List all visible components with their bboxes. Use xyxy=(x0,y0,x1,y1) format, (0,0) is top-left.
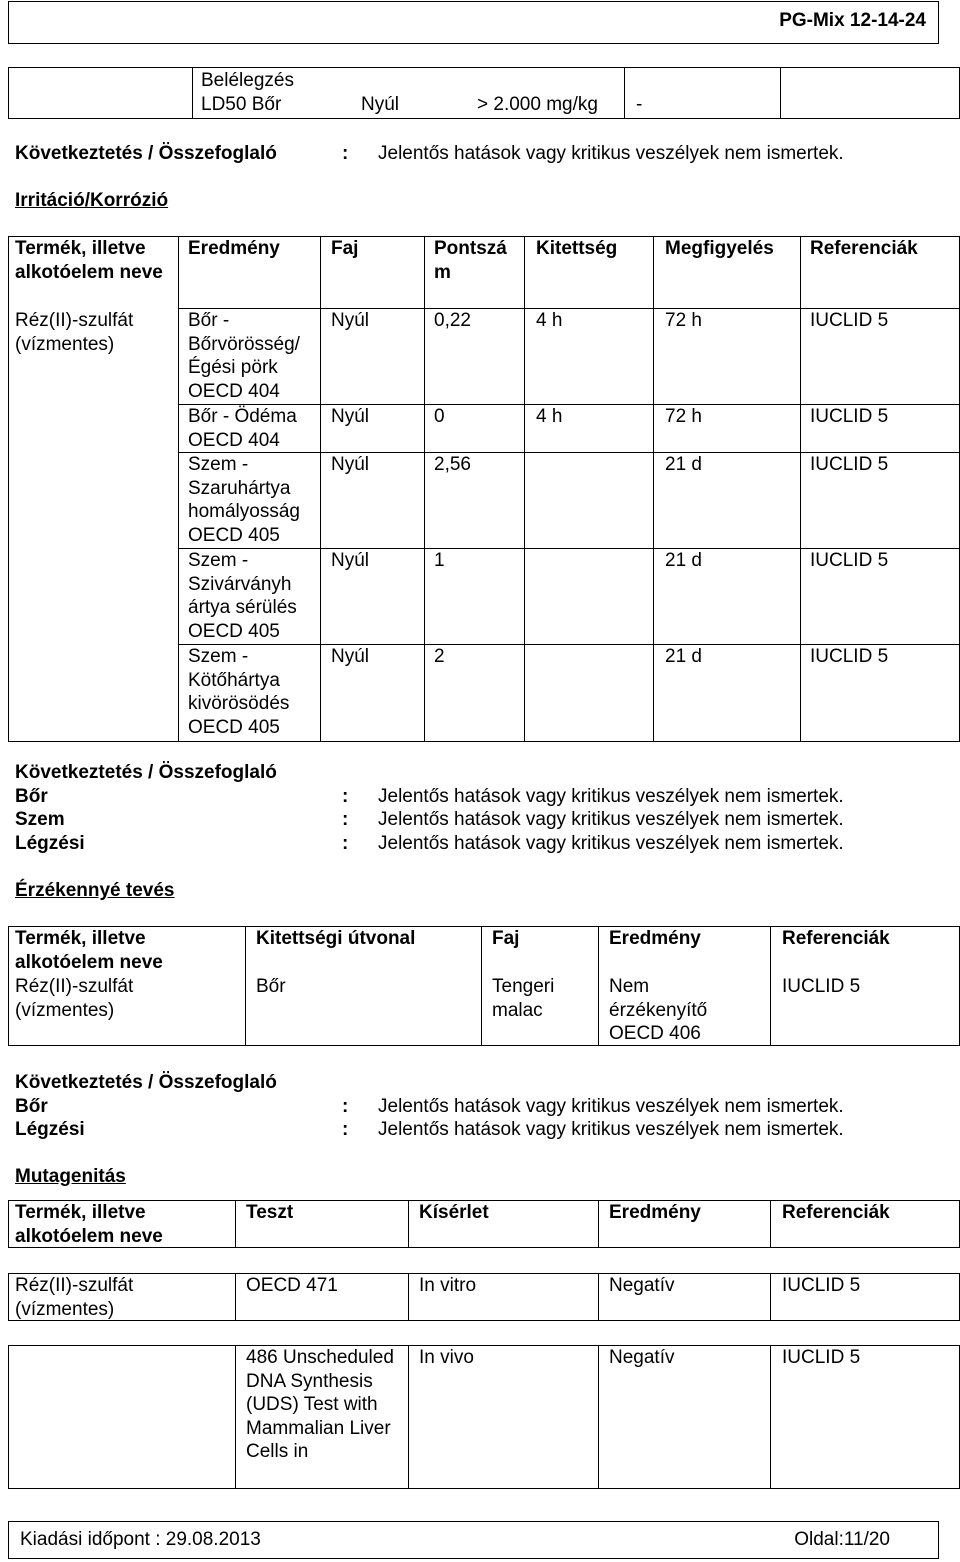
irr-row-species: Nyúl xyxy=(331,454,370,475)
irr-row-score: 0,22 xyxy=(434,310,471,331)
sens-route: Bőr xyxy=(256,976,286,997)
mut-ref: IUCLID 5 xyxy=(782,1347,861,1368)
irr-product-name: Réz(II)-szulfát (vízmentes) xyxy=(15,310,134,355)
mut-ref: IUCLID 5 xyxy=(782,1275,861,1296)
page-number: Oldal:11/20 xyxy=(794,1529,890,1550)
mutagenicity-heading: Mutagenitás xyxy=(15,1166,126,1187)
irr-row-ref: IUCLID 5 xyxy=(810,550,889,571)
conclusion-colon: : xyxy=(342,833,349,854)
sens-species: Tengeri malac xyxy=(492,976,555,1021)
irr-header-observation: Megfigyelés xyxy=(665,238,774,259)
irr-row-result: Szem - Szivárványh ártya sérülés OECD 405 xyxy=(188,550,297,642)
sens-ref: IUCLID 5 xyxy=(782,976,861,997)
mut-product: Réz(II)-szulfát (vízmentes) xyxy=(15,1275,134,1320)
document-code: PG-Mix 12-14-24 xyxy=(779,10,926,31)
issue-date: Kiadási időpont : 29.08.2013 xyxy=(20,1529,261,1550)
sens-result: Nem érzékenyítő OECD 406 xyxy=(609,976,708,1044)
conclusion-item-text: Jelentős hatások vagy kritikus veszélyek nem ismertek. xyxy=(378,1096,844,1117)
conclusion-label: Következtetés / Összefoglaló xyxy=(15,1072,277,1093)
conclusion-item-text: Jelentős hatások vagy kritikus veszélyek nem ismertek. xyxy=(378,1119,844,1140)
irr-row-species: Nyúl xyxy=(331,406,370,427)
sens-header-references: Referenciák xyxy=(782,928,890,949)
sens-header-result: Eredmény xyxy=(609,928,701,949)
mut-header-result: Eredmény xyxy=(609,1202,701,1223)
irr-row-ref: IUCLID 5 xyxy=(810,454,889,475)
irr-header-references: Referenciák xyxy=(810,238,918,259)
irr-header-species: Faj xyxy=(331,238,359,259)
irr-row-exposure: 4 h xyxy=(536,406,563,427)
irr-header-product: Termék, illetve alkotóelem neve xyxy=(15,238,163,283)
conclusion-text: Jelentős hatások vagy kritikus veszélyek nem ismertek. xyxy=(378,143,844,164)
mut-experiment: In vivo xyxy=(419,1347,474,1368)
irr-row-observation: 21 d xyxy=(665,550,702,571)
conclusion-colon: : xyxy=(342,1119,349,1140)
sens-header-species: Faj xyxy=(492,928,520,949)
mut-header-experiment: Kísérlet xyxy=(419,1202,489,1223)
mut-header-test: Teszt xyxy=(246,1202,294,1223)
mut-header-references: Referenciák xyxy=(782,1202,890,1223)
irr-header-result: Eredmény xyxy=(188,238,280,259)
irritation-heading: Irritáció/Korrózió xyxy=(15,190,169,211)
irr-header-score: Pontszá m xyxy=(434,238,507,283)
irr-row-observation: 72 h xyxy=(665,310,702,331)
conclusion-label: Következtetés / Összefoglaló xyxy=(15,762,277,783)
irr-row-observation: 72 h xyxy=(665,406,702,427)
sensitization-heading: Érzékennyé tevés xyxy=(15,880,175,901)
conclusion-colon: : xyxy=(342,809,349,830)
sens-header-route: Kitettségi útvonal xyxy=(256,928,416,949)
top-row-test: LD50 Bőr xyxy=(201,94,282,115)
irr-row-exposure: 4 h xyxy=(536,310,563,331)
mut-experiment: In vitro xyxy=(419,1275,477,1296)
irr-row-observation: 21 d xyxy=(665,646,702,667)
conclusion-item-text: Jelentős hatások vagy kritikus veszélyek nem ismertek. xyxy=(378,809,844,830)
conclusion-colon: : xyxy=(342,1096,349,1117)
mut-test: OECD 471 xyxy=(246,1275,338,1296)
top-row-extra: - xyxy=(636,94,643,115)
top-row-inhalation: Belélegzés xyxy=(201,70,294,91)
conclusion-item-text: Jelentős hatások vagy kritikus veszélyek nem ismertek. xyxy=(378,786,844,807)
irr-row-score: 1 xyxy=(434,550,445,571)
conclusion-item-label: Bőr xyxy=(15,1096,48,1117)
conclusion-item-label: Légzési xyxy=(15,833,85,854)
top-row-species: Nyúl xyxy=(361,94,400,115)
irr-header-exposure: Kitettség xyxy=(536,238,618,259)
irr-row-score: 2,56 xyxy=(434,454,471,475)
irr-row-species: Nyúl xyxy=(331,310,370,331)
conclusion-item-label: Légzési xyxy=(15,1119,85,1140)
irr-row-ref: IUCLID 5 xyxy=(810,310,889,331)
irr-row-observation: 21 d xyxy=(665,454,702,475)
irr-row-species: Nyúl xyxy=(331,550,370,571)
mut-result: Negatív xyxy=(609,1275,675,1296)
conclusion-label: Következtetés / Összefoglaló xyxy=(15,143,277,164)
sens-header-product: Termék, illetve alkotóelem neve xyxy=(15,928,163,973)
irr-row-score: 2 xyxy=(434,646,445,667)
conclusion-colon: : xyxy=(342,143,349,164)
irr-row-score: 0 xyxy=(434,406,445,427)
conclusion-item-label: Szem xyxy=(15,809,65,830)
conclusion-colon: : xyxy=(342,786,349,807)
mut-result: Negatív xyxy=(609,1347,675,1368)
sens-product: Réz(II)-szulfát (vízmentes) xyxy=(15,976,134,1021)
mut-test: 486 Unscheduled DNA Synthesis (UDS) Test with Mammalian Liver Cells in xyxy=(246,1347,394,1462)
irr-row-ref: IUCLID 5 xyxy=(810,406,889,427)
top-row-value: > 2.000 mg/kg xyxy=(477,94,598,115)
conclusion-item-label: Bőr xyxy=(15,786,48,807)
irr-row-result: Szem - Szaruhártya homályosság OECD 405 xyxy=(188,454,300,546)
irr-row-ref: IUCLID 5 xyxy=(810,646,889,667)
mut-header-product: Termék, illetve alkotóelem neve xyxy=(15,1202,163,1247)
irr-row-result: Bőr - Ödéma OECD 404 xyxy=(188,406,297,451)
irr-row-result: Szem - Kötőhártya kivörösödés OECD 405 xyxy=(188,646,290,738)
irr-row-species: Nyúl xyxy=(331,646,370,667)
conclusion-item-text: Jelentős hatások vagy kritikus veszélyek nem ismertek. xyxy=(378,833,844,854)
irr-row-result: Bőr - Bőrvörösség/ Égési pörk OECD 404 xyxy=(188,310,300,402)
